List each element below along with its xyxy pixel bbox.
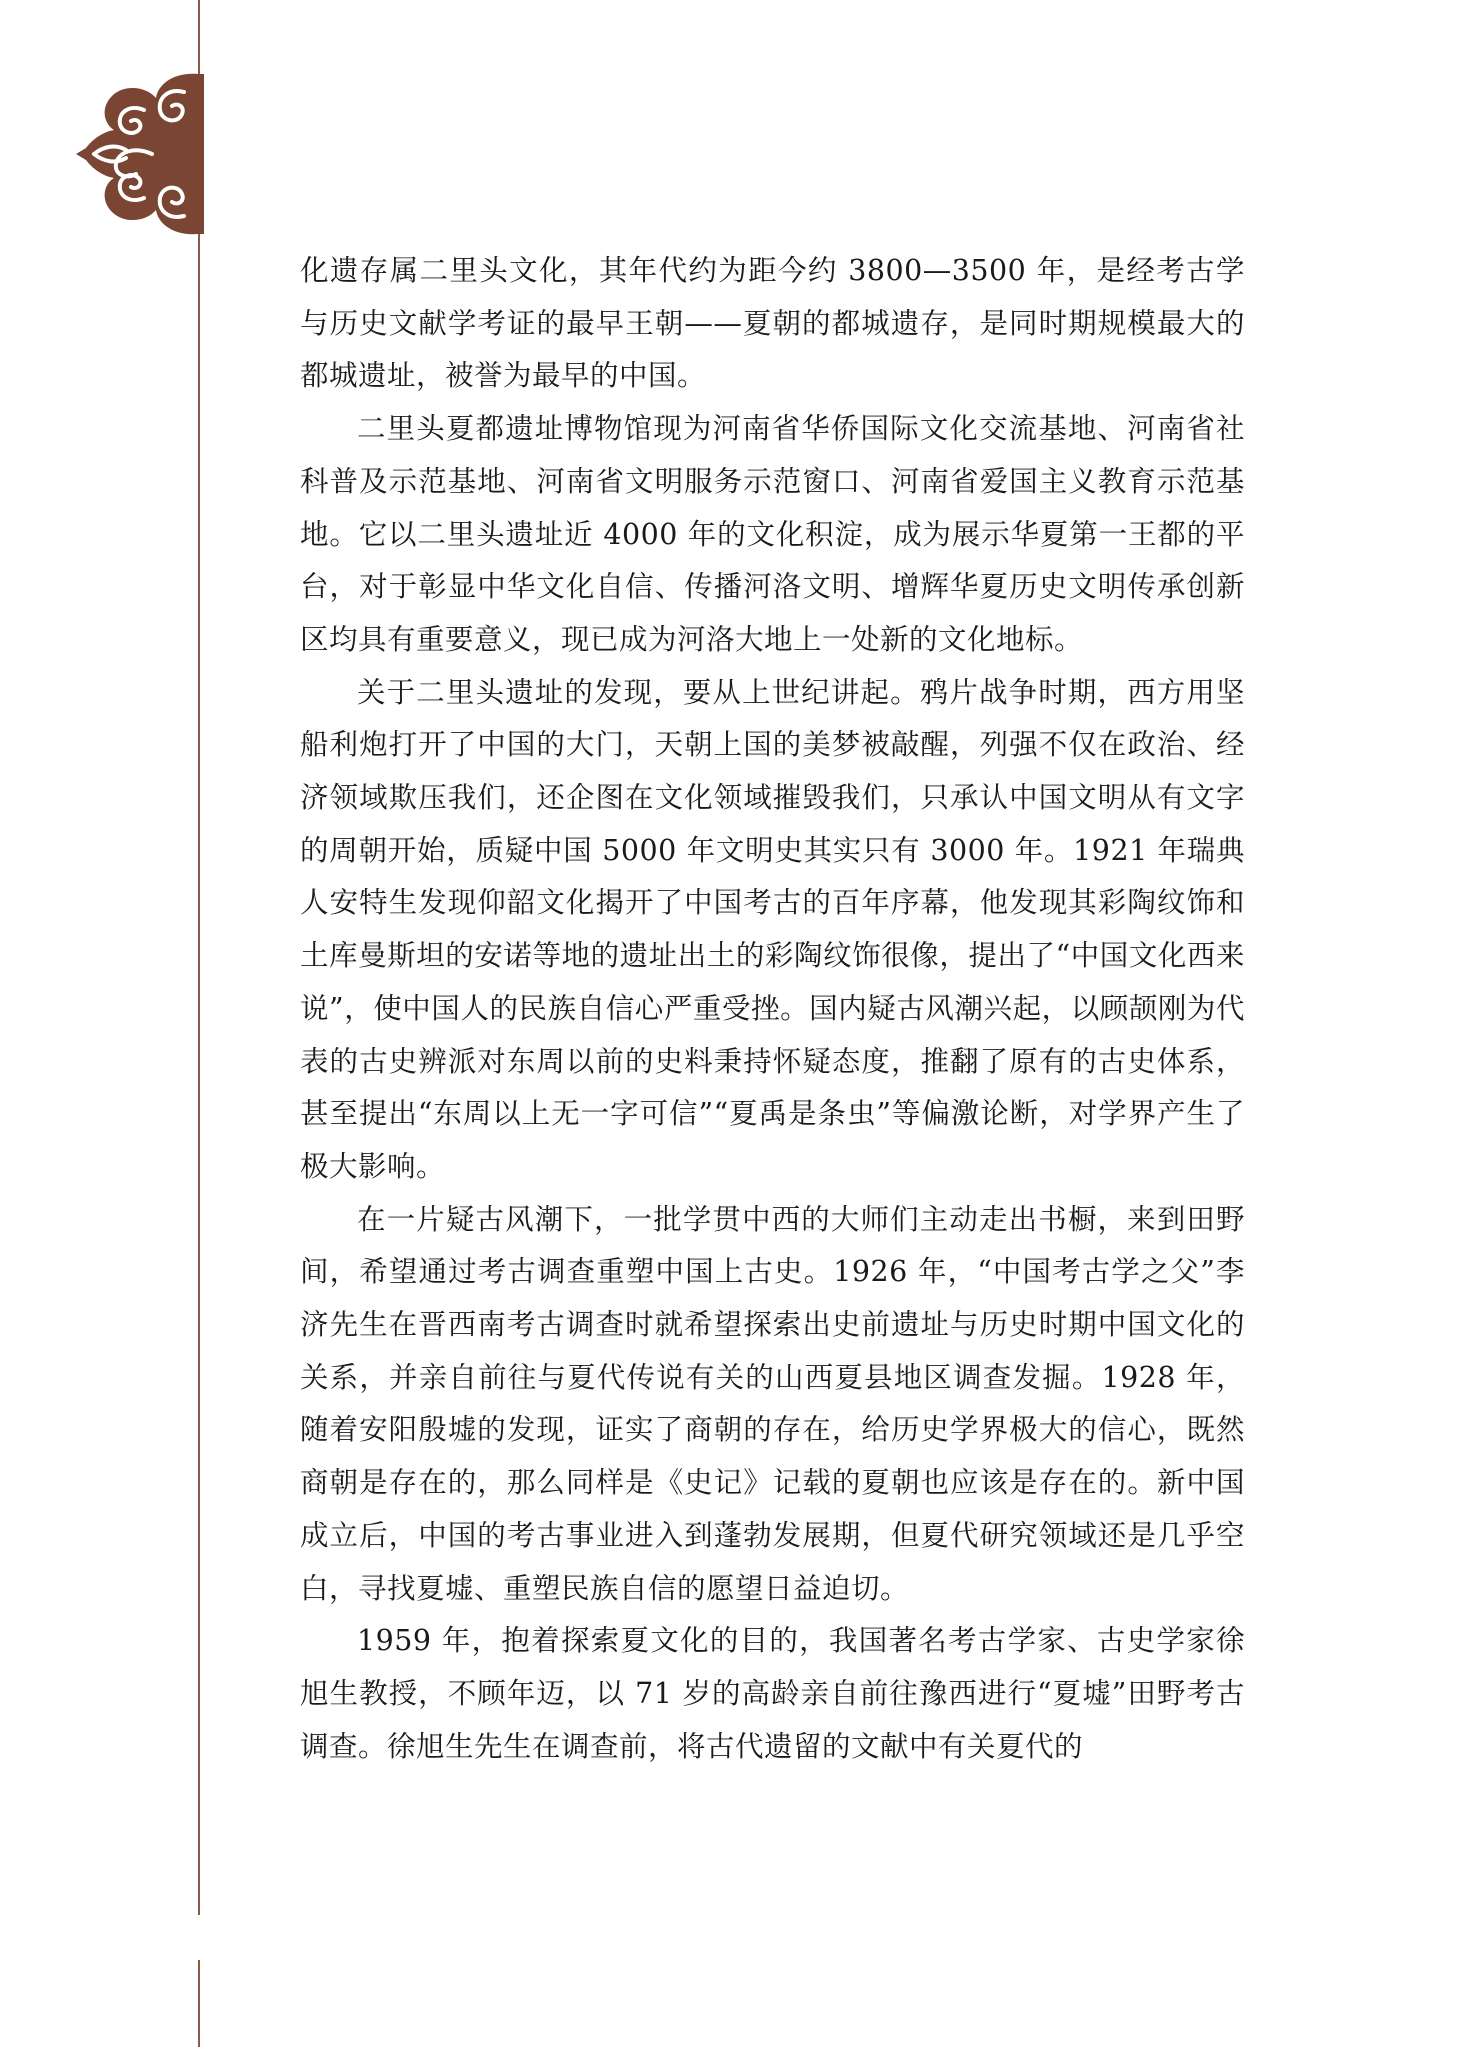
paragraph: 在一片疑古风潮下，一批学贯中西的大师们主动走出书橱，来到田野间，希望通过考古调查重塑中国上古史。1926 年，“中国考古学之父”李济先生在晋西南考古调查时就希望探索出史前遗址与历史时期中国文化的关系，并亲自前往与夏代传说有关的山西夏县地区调查发掘。1928 年，随着安阳殷墟的发现，证实了商朝的存在，给历史学界极大的信心，既然商朝是存在的，那么同样是《史记》记载的夏朝也应该是存在的。新中国成立后，中国的考古事业进入到蓬勃发展期，但夏代研究领域还是几乎空白，寻找夏墟、重塑民族自信的愿望日益迫切。 <box>300 1202 1245 1605</box>
auspicious-cloud-icon <box>74 70 206 238</box>
paragraph: 1959 年，抱着探索夏文化的目的，我国著名考古学家、古史学家徐旭生教授，不顾年迈，以 71 岁的高龄亲自前往豫西进行“夏墟”田野考古调查。徐旭生先生在调查前，将古代遗留的文献中有关夏代的 <box>300 1624 1245 1763</box>
body-text <box>300 245 1245 1773</box>
paragraph-continued: 化遗存属二里头文化，其年代约为距今约 3800—3500 年，是经考古学与历史文献学考证的最早王朝——夏朝的都城遗存，是同时期规模最大的都城遗址，被誉为最早的中国。 <box>300 254 1245 393</box>
paragraph: 关于二里头遗址的发现，要从上世纪讲起。鸦片战争时期，西方用坚船利炮打开了中国的大门，天朝上国的美梦被敲醒，列强不仅在政治、经济领域欺压我们，还企图在文化领域摧毁我们，只承认中国文明从有文字的周朝开始，质疑中国 5000 年文明史其实只有 3000 年。1921 年瑞典人安特生发现仰韶文化揭开了中国考古的百年序幕，他发现其彩陶纹饰和土库曼斯坦的安诺等地的遗址出土的彩陶纹饰很像，提出了“中国文化西来说”，使中国人的民族自信心严重受挫。国内疑古风潮兴起，以顾颉刚为代表的古史辨派对东周以前的史料秉持怀疑态度，推翻了原有的古史体系，甚至提出“东周以上无一字可信”“夏禹是条虫”等偏激论断，对学界产生了极大影响。 <box>300 675 1245 1183</box>
margin-rule-top <box>198 0 200 1915</box>
paragraph: 二里头夏都遗址博物馆现为河南省华侨国际文化交流基地、河南省社科普及示范基地、河南省文明服务示范窗口、河南省爱国主义教育示范基地。它以二里头遗址近 4000 年的文化积淀，成为展示华夏第一王都的平台，对于彰显中华文化自信、传播河洛文明、增辉华夏历史文明传承创新区均具有重要意义，现已成为河洛大地上一处新的文化地标。 <box>300 412 1245 656</box>
margin-rule-bottom <box>198 1960 200 2047</box>
